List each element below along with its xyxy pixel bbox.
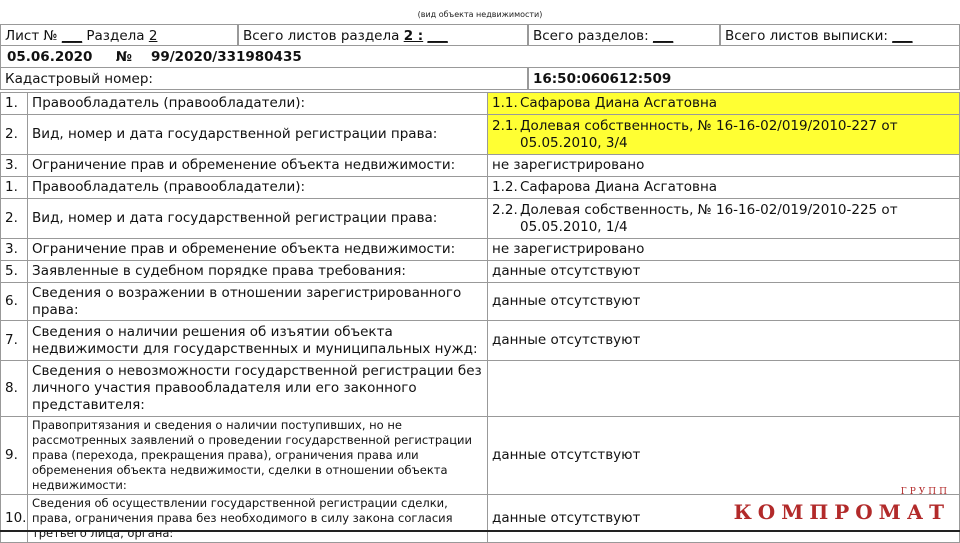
row-value: [488, 93, 960, 115]
table-row: [1, 115, 960, 155]
header-row-cadastral: [0, 68, 960, 90]
cadastral-value-cell: [528, 68, 960, 90]
owner-name: Сафарова Диана Асгатовна: [520, 95, 718, 111]
header-row-date: [0, 46, 960, 68]
row-number: 3.: [1, 155, 28, 177]
total-sections-blank: ___: [652, 28, 674, 44]
table-row: [1, 283, 960, 321]
number-label: №: [115, 49, 133, 65]
row-value: данные отсутствуют: [488, 261, 960, 283]
row-label: Правопритязания и сведения о наличии поступивших, но не рассмотренных заявлений о проведении государственной регистрации права (перехода, прекращения права), ограничения права или обременения объекта недвижимости, сделки в отношении объекта недвижимости:: [28, 417, 488, 495]
total-extract-label: Всего листов выписки:: [725, 28, 888, 44]
row-value: [488, 199, 960, 239]
row-label: Правообладатель (правообладатели):: [28, 177, 488, 199]
total-sheets-label: Всего листов раздела: [243, 28, 400, 44]
total-sections-label: Всего разделов:: [533, 28, 649, 44]
row-label: Сведения о наличии решения об изъятии объекта недвижимости для государственных и муниципальных нужд:: [28, 321, 488, 361]
sheet-blank: ___: [61, 28, 83, 44]
total-sheets-cell: [238, 24, 528, 46]
row-number: 7.: [1, 321, 28, 361]
total-extract-cell: [720, 24, 960, 46]
row-label: Сведения о невозможности государственной регистрации без личного участия правообладателя или его законного представителя:: [28, 361, 488, 417]
table-row: [1, 155, 960, 177]
date-number-cell: [0, 46, 960, 68]
watermark-logo: [733, 487, 950, 524]
table-row: [1, 321, 960, 361]
table-row: [1, 261, 960, 283]
row-number: 5.: [1, 261, 28, 283]
row-value: данные отсутствуют: [488, 417, 960, 495]
object-type-caption: (вид объекта недвижимости): [417, 10, 543, 19]
total-sheets-value: 2 :: [403, 28, 424, 44]
row-number: 2.: [1, 115, 28, 155]
total-extract-blank: ___: [892, 28, 913, 44]
registration-info: Долевая собственность, № 16-16-02/019/2010-227 от 05.05.2010, 3/4: [520, 117, 898, 151]
row-value: данные отсутствуют: [488, 321, 960, 361]
row-label: Ограничение прав и обременение объекта недвижимости:: [28, 155, 488, 177]
row-number: 2.: [1, 199, 28, 239]
row-number: 1.: [1, 93, 28, 115]
row-label: Заявленные в судебном порядке права требования:: [28, 261, 488, 283]
sub-number: 2.1.: [492, 117, 518, 134]
table-row: [1, 417, 960, 495]
section-value: 2: [148, 28, 158, 44]
row-label: Вид, номер и дата государственной регистрации права:: [28, 115, 488, 155]
row-label: Вид, номер и дата государственной регистрации права:: [28, 199, 488, 239]
cadastral-label: Кадастровый номер:: [5, 71, 153, 87]
table-row: [1, 239, 960, 261]
rights-table: [0, 92, 960, 543]
cadastral-number: 16:50:060612:509: [533, 71, 672, 87]
watermark-top-text: ГРУПП: [900, 487, 950, 497]
sub-number: 2.2.: [492, 201, 518, 218]
registration-info: Долевая собственность, № 16-16-02/019/2010-225 от 05.05.2010, 1/4: [520, 201, 898, 235]
owner-name: Сафарова Диана Асгатовна: [520, 179, 718, 195]
extract-date: 05.06.2020: [7, 49, 93, 65]
row-number: 10.: [1, 495, 28, 543]
sheet-info-cell: [0, 24, 238, 46]
row-number: 3.: [1, 239, 28, 261]
extract-number: 99/2020/331980435: [150, 49, 302, 65]
table-row: [1, 93, 960, 115]
sub-number: 1.1.: [492, 95, 518, 111]
row-value: [488, 361, 960, 417]
watermark-main-text: КОМПРОМАТ: [733, 500, 950, 524]
row-value: не зарегистрировано: [488, 239, 960, 261]
sub-number: 1.2.: [492, 179, 518, 195]
row-value: не зарегистрировано: [488, 155, 960, 177]
table-row: [1, 361, 960, 417]
cadastral-label-cell: [0, 68, 528, 90]
row-label: Сведения об осуществлении государственной регистрации сделки, права, ограничения права без необходимого в силу закона согласия третьего лица, органа:: [28, 495, 488, 543]
table-row: [1, 199, 960, 239]
row-number: 6.: [1, 283, 28, 321]
row-number: 9.: [1, 417, 28, 495]
row-value: [488, 115, 960, 155]
total-sheets-blank: ___: [427, 28, 448, 44]
header-row-sheets: [0, 24, 960, 46]
sheet-label: Лист №: [5, 28, 58, 44]
total-sections-cell: [528, 24, 720, 46]
row-value: данные отсутствуют: [488, 283, 960, 321]
row-number: 8.: [1, 361, 28, 417]
row-value: данные отсутствуют: [488, 495, 960, 543]
row-value: [488, 177, 960, 199]
bottom-border: [0, 530, 960, 532]
table-row: [1, 177, 960, 199]
row-label: Правообладатель (правообладатели):: [28, 93, 488, 115]
row-label: Ограничение прав и обременение объекта недвижимости:: [28, 239, 488, 261]
row-label: Сведения о возражении в отношении зарегистрированного права:: [28, 283, 488, 321]
section-label: Раздела: [86, 28, 145, 44]
row-number: 1.: [1, 177, 28, 199]
